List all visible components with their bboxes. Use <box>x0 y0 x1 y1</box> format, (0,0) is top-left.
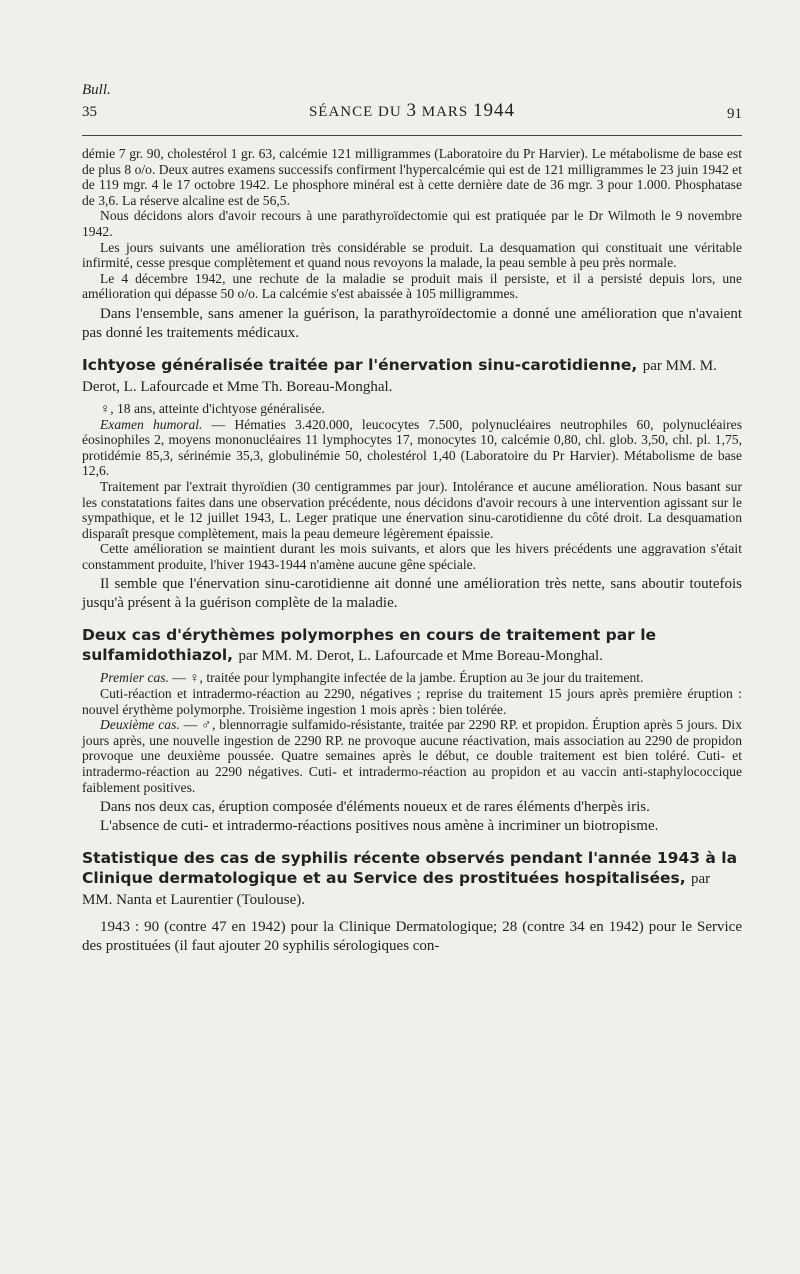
running-title <box>82 100 742 122</box>
section-heading <box>82 848 742 910</box>
header-rule <box>82 135 742 136</box>
title-month: MARS <box>421 104 469 120</box>
title-year: 1944 <box>473 100 516 121</box>
section-title: Ichtyose généralisée traitée par l'énervation sinu-carotidienne, <box>82 355 638 374</box>
page-body <box>82 146 742 956</box>
paragraph-text: — Hématies 3.420.000, leucocytes 7.500, polynucléaires neutrophiles 60, polynucléaires éosinophiles 2, moyens mononucléaires 11 lymphocytes 17, monocytes 10, calcémie 0,80, chl. glob. 3,50, chl. pl. 1,75, protidémie 85,3, sérinémie 35,3, globulinémie 50, cholestérol 1,40 (Laboratoire du Pr Harvier). Métabolisme de base 12,6. <box>82 416 742 479</box>
section-paragraph: ♀, 18 ans, atteinte d'ichtyose généralisée. <box>100 400 325 416</box>
section-heading <box>82 625 742 666</box>
intro-paragraph: Le 4 décembre 1942, une rechute de la maladie se produit mais il persiste, et il a persisté depuis lors, une amélioration qui dépasse 50 o/o. La calcémie s'est abaissée à 105 milligrammes. <box>82 270 742 302</box>
intro-paragraph: démie 7 gr. 90, cholestérol 1 gr. 63, calcémie 121 milligrammes (Laboratoire du Pr Harvier). Le métabolisme de base est de plus 8 o/o. Deux autres examens successifs confirment l'hypercalcémie qui est de 121 milligrammes le 23 juin 1942 et de 119 mgr. 4 le 17 octobre 1942. Le phosphore minéral est à cette dernière date de 36 mgr. 3 pour 1.000. Phosphatase de 3,6. La réserve alcaline est de 56,5. <box>82 146 742 208</box>
title-prefix: SÉANCE DU <box>308 104 402 120</box>
intro-paragraph: Les jours suivants une amélioration très considérable se produit. La desquamation qui constituait une véritable infirmité, cesse presque complètement et quand nous revoyons la malade, la peau semble à peu près normale. <box>82 239 742 271</box>
section-title: Deux cas d'érythèmes polymorphes en cours de traitement par le sulfamidothiazol, <box>82 626 657 665</box>
section-paragraph: Cette amélioration se maintient durant les mois suivants, et alors que les hivers précédents une aggravation s'était constamment produite, l'hiver 1943-1944 n'amène aucune gêne spéciale. <box>82 541 742 572</box>
intro-conclusion: Dans l'ensemble, sans amener la guérison, la parathyroïdectomie a donné une amélioration que n'avaient pas donné les traitements médicaux. <box>82 305 742 341</box>
section-conclusion: Il semble que l'énervation sinu-carotidienne ait donné une amélioration très nette, sans aboutir toutefois jusqu'à présent à la guérison complète de la maladie. <box>82 576 742 612</box>
section-paragraph <box>82 717 742 795</box>
paragraph-text: — ♂, blennorragie sulfamido-résistante, traitée par 2290 RP. et propidon. Éruption après 5 jours. Dix jours après, une nouvelle ingestion de 2290 RP. ne provoque aucune réactivation, mais association au 2290 de propidon provoque une deuxième poussée. Quatre semaines après le début, ce double traitement est bien toléré. Cuti- et intradermo-réaction au 2290 négatives. Cuti- et intradermo-réaction au propidon et au vaccin anti-staphylococcique faiblement positives. <box>82 717 743 795</box>
volume-number: 35 <box>82 104 97 120</box>
section-paragraph <box>82 670 742 686</box>
section-conclusion: L'absence de cuti- et intradermo-réactions positives nous amène à incriminer un biotropisme. <box>100 818 659 835</box>
page-number: 91 <box>727 106 742 122</box>
page-header <box>82 100 742 124</box>
paragraph-label: Deuxième cas. <box>100 717 180 733</box>
section-heading <box>82 355 742 397</box>
section-paragraph: 1943 : 90 (contre 47 en 1942) pour la Clinique Dermatologique; 28 (contre 34 en 1942) pour le Service des prostituées (il faut ajouter 20 syphilis sérologiques con- <box>82 919 742 955</box>
section-authors: par MM. Nanta et Laurentier (Toulouse). <box>82 871 711 909</box>
section-authors: par MM. M. Derot, L. Lafourcade et Mme Boreau-Monghal. <box>238 648 603 665</box>
section-paragraph: Traitement par l'extrait thyroïdien (30 centigrammes par jour). Intolérance et aucune amélioration. Nous basant sur les constatations faites dans une observation précédente, nous décidons d'avoir recours à une intervention agissant sur le sympathique, et le 12 juillet 1943, L. Leger pratique une énervation sinu-carotidienne du côté droit. La desquamation disparaît presque complètement, mais la peau demeure légèrement épaissie. <box>82 478 742 541</box>
section-paragraph <box>82 417 742 479</box>
paragraph-text: — ♀, traitée pour lymphangite infectée de la jambe. Éruption au 3e jour du traitement. <box>168 670 644 686</box>
section-authors: par MM. M. Derot, L. Lafourcade et Mme Th. Boreau-Monghal. <box>82 357 717 395</box>
section-paragraph: Dans nos deux cas, éruption composée d'éléments noueux et de rares éléments d'herpès iris. <box>100 799 650 816</box>
journal-abbrev: Bull. <box>82 82 111 98</box>
intro-paragraph: Nous décidons alors d'avoir recours à une parathyroïdectomie qui est pratiquée par le Dr Wilmoth le 9 novembre 1942. <box>82 208 742 239</box>
paragraph-label: Premier cas. <box>100 670 169 686</box>
title-day: 3 <box>406 100 417 121</box>
section-title: Statistique des cas de syphilis récente observés pendant l'année 1943 à la Clinique dermatologique et au Service des prostituées hospitalisées, <box>82 849 738 888</box>
paragraph-label: Examen humoral. <box>100 416 203 432</box>
section-paragraph: Cuti-réaction et intradermo-réaction au 2290, négatives ; reprise du traitement 15 jours après première éruption : nouvel érythème polymorphe. Troisième ingestion 1 mois après : bien tolérée. <box>82 686 742 717</box>
